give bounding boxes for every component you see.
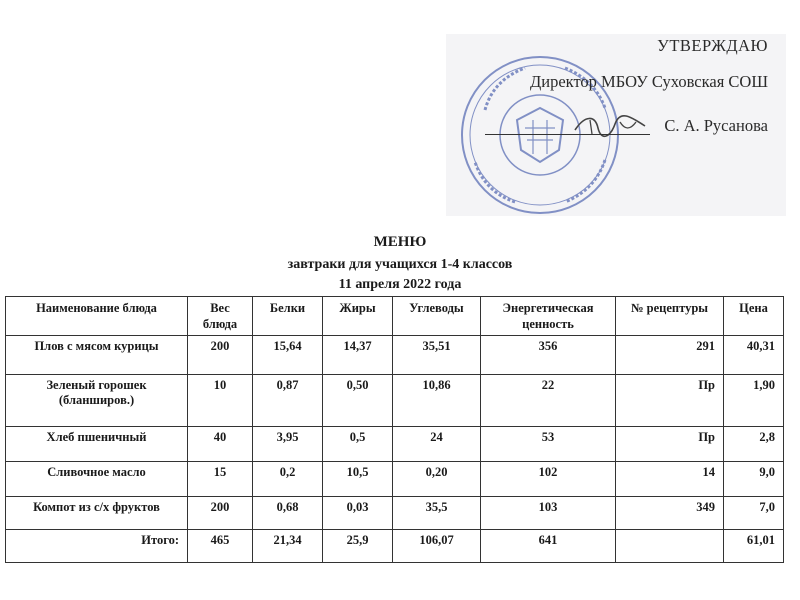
dish-carbs: 10,86 (393, 375, 481, 427)
dish-fat: 10,5 (323, 462, 393, 497)
table-row (6, 427, 784, 462)
approver-position: Директор МБОУ Суховская СОШ (529, 72, 768, 91)
dish-recipe: 291 (616, 336, 724, 375)
total-protein: 21,34 (253, 530, 323, 563)
dish-weight: 15 (188, 462, 253, 497)
dish-carbs: 35,5 (393, 497, 481, 530)
dish-carbs: 35,51 (393, 336, 481, 375)
dish-weight: 200 (188, 497, 253, 530)
dish-energy: 356 (481, 336, 616, 375)
dish-price: 7,0 (724, 497, 784, 530)
dish-protein: 0,2 (253, 462, 323, 497)
signature-icon (570, 110, 650, 140)
dish-carbs: 24 (393, 427, 481, 462)
dish-carbs: 0,20 (393, 462, 481, 497)
dish-price: 1,90 (724, 375, 784, 427)
dish-recipe: 349 (616, 497, 724, 530)
total-recipe (616, 530, 724, 563)
table-row (6, 336, 784, 375)
dish-name: Зеленый горошек (бланширов.) (6, 375, 188, 427)
table-row (6, 375, 784, 427)
dish-name: Плов с мясом курицы (6, 336, 188, 375)
dish-recipe: Пр (616, 427, 724, 462)
dish-price: 9,0 (724, 462, 784, 497)
col-header-weight: Вес блюда (188, 297, 253, 336)
col-header-recipe: № рецептуры (616, 297, 724, 336)
dish-protein: 0,68 (253, 497, 323, 530)
dish-price: 2,8 (724, 427, 784, 462)
dish-recipe: Пр (616, 375, 724, 427)
total-label: Итого: (6, 530, 188, 563)
dish-energy: 103 (481, 497, 616, 530)
approver-name: С. А. Русанова (664, 116, 768, 135)
dish-fat: 0,03 (323, 497, 393, 530)
dish-fat: 0,50 (323, 375, 393, 427)
dish-name: Сливочное масло (6, 462, 188, 497)
dish-protein: 3,95 (253, 427, 323, 462)
col-header-protein: Белки (253, 297, 323, 336)
menu-title: МЕНЮ (373, 234, 427, 250)
dish-name: Компот из с/х фруктов (6, 497, 188, 530)
menu-subtitle: завтраки для учащихся 1-4 классов (287, 257, 513, 272)
total-row (6, 530, 784, 563)
table-row (6, 462, 784, 497)
dish-fat: 0,5 (323, 427, 393, 462)
signature-line (485, 134, 650, 135)
dish-price: 40,31 (724, 336, 784, 375)
dish-energy: 102 (481, 462, 616, 497)
dish-energy: 53 (481, 427, 616, 462)
approval-block (0, 0, 800, 220)
table-header-row (6, 297, 784, 336)
col-header-carbs: Углеводы (393, 297, 481, 336)
total-fat: 25,9 (323, 530, 393, 563)
menu-table (5, 296, 784, 563)
dish-fat: 14,37 (323, 336, 393, 375)
total-price: 61,01 (724, 530, 784, 563)
total-energy: 641 (481, 530, 616, 563)
col-header-fat: Жиры (323, 297, 393, 336)
dish-recipe: 14 (616, 462, 724, 497)
col-header-energy: Энергетическая ценность (481, 297, 616, 336)
total-weight: 465 (188, 530, 253, 563)
dish-weight: 40 (188, 427, 253, 462)
total-carbs: 106,07 (393, 530, 481, 563)
dish-name: Хлеб пшеничный (6, 427, 188, 462)
dish-protein: 0,87 (253, 375, 323, 427)
col-header-dish: Наименование блюда (6, 297, 188, 336)
menu-date: 11 апреля 2022 года (338, 277, 462, 292)
col-header-price: Цена (724, 297, 784, 336)
dish-energy: 22 (481, 375, 616, 427)
dish-weight: 200 (188, 336, 253, 375)
dish-protein: 15,64 (253, 336, 323, 375)
dish-weight: 10 (188, 375, 253, 427)
approve-label: УТВЕРЖДАЮ (657, 36, 768, 55)
table-row (6, 497, 784, 530)
